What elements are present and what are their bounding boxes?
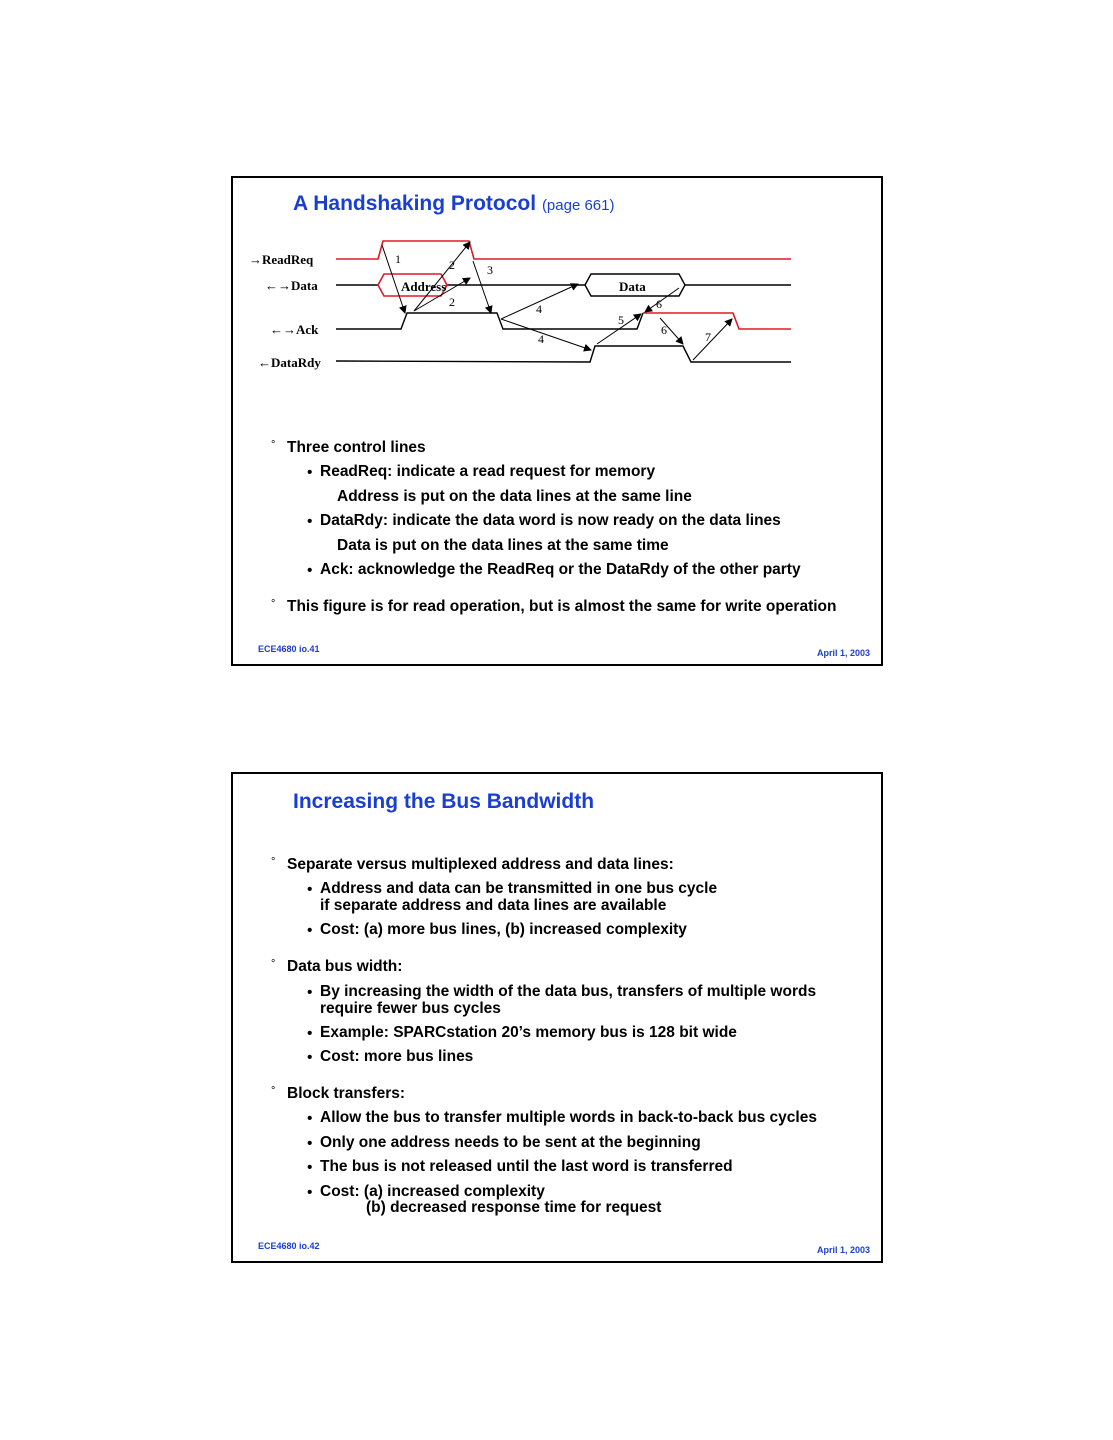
- bullet-separate-vs-multiplexed: Separate versus multiplexed address and data lines:: [287, 856, 674, 873]
- note-datardy: Data is put on the data lines at the same time: [337, 537, 669, 554]
- step-3: 3: [487, 263, 493, 277]
- handshake-timing-diagram: [233, 178, 881, 388]
- bullet-read-operation: This figure is for read operation, but is almost the same for write operation: [287, 598, 837, 615]
- step-2-top: 2: [449, 258, 455, 272]
- footer-date: April 1, 2003: [816, 1245, 870, 1255]
- step-2-bottom: 2: [449, 295, 455, 309]
- signal-label-readreq: →ReadReq: [249, 252, 314, 267]
- bullet-cost-more-lines: Cost: more bus lines: [320, 1048, 474, 1065]
- arrow-4b: [501, 319, 591, 350]
- step-6-bottom: 6: [661, 323, 667, 337]
- step-5: 5: [618, 313, 624, 327]
- level2-marker: •: [307, 1159, 313, 1176]
- level2-marker: •: [307, 1184, 313, 1201]
- bullet-cost-lines-complexity: Cost: (a) more bus lines, (b) increased complexity: [320, 921, 687, 938]
- bullet-cost-response-time: (b) decreased response time for request: [366, 1199, 662, 1216]
- level1-marker: °: [271, 439, 276, 451]
- level2-marker: •: [307, 1135, 313, 1152]
- address-label: Address: [401, 279, 447, 294]
- footer-slide-id: ECE4680 io.42: [258, 1241, 320, 1251]
- level1-marker: °: [271, 598, 276, 610]
- readreq-waveform: [336, 241, 791, 259]
- level2-marker: •: [307, 922, 313, 939]
- signal-label-datardy: ←DataRdy: [258, 355, 321, 370]
- level1-marker: °: [271, 958, 276, 970]
- bullet-readreq: ReadReq: indicate a read request for memory: [320, 463, 656, 480]
- note-readreq: Address is put on the data lines at the same line: [337, 488, 692, 505]
- level2-marker: •: [307, 881, 313, 898]
- slide-bus-bandwidth: [231, 772, 883, 1263]
- bullet-one-bus-cycle-cont: if separate address and data lines are available: [320, 897, 667, 914]
- slide-title: Increasing the Bus Bandwidth: [293, 790, 595, 813]
- step-7: 7: [705, 330, 711, 344]
- level2-marker: •: [307, 1025, 313, 1042]
- level2-marker: •: [307, 1049, 313, 1066]
- bullet-data-bus-width: Data bus width:: [287, 958, 403, 975]
- level2-marker: •: [307, 1110, 313, 1127]
- datardy-waveform: [336, 346, 791, 362]
- bullet-ack: Ack: acknowledge the ReadReq or the DataRdy of the other party: [320, 561, 801, 578]
- level2-marker: •: [307, 464, 313, 481]
- level2-marker: •: [307, 562, 313, 579]
- bullet-datardy: DataRdy: indicate the data word is now ready on the data lines: [320, 512, 781, 529]
- data-label: Data: [619, 279, 646, 294]
- step-1: 1: [395, 252, 401, 266]
- level1-marker: °: [271, 1085, 276, 1097]
- signal-label-data: ←→Data: [265, 278, 318, 293]
- level2-marker: •: [307, 513, 313, 530]
- footer-date: April 1, 2003: [816, 648, 870, 658]
- step-4-top: 4: [536, 302, 542, 316]
- step-6-top: 6: [656, 297, 662, 311]
- slide-handshaking-protocol: [231, 176, 883, 666]
- bullet-not-released: The bus is not released until the last word is transferred: [320, 1158, 733, 1175]
- ack-waveform: [336, 313, 643, 329]
- bullet-sparcstation-example: Example: SPARCstation 20’s memory bus is 128 bit wide: [320, 1024, 737, 1041]
- arrow-7: [693, 319, 732, 360]
- signal-label-ack: ←→Ack: [270, 322, 319, 337]
- footer-slide-id: ECE4680 io.41: [258, 644, 320, 654]
- title-page-ref: (page 661): [541, 197, 615, 214]
- level2-marker: •: [307, 984, 313, 1001]
- bullet-increase-width-cont: require fewer bus cycles: [320, 1000, 501, 1017]
- bullet-one-address: Only one address needs to be sent at the beginning: [320, 1134, 701, 1151]
- level1-marker: °: [271, 856, 276, 868]
- title-main: A Handshaking Protocol: [293, 192, 537, 215]
- bullet-back-to-back: Allow the bus to transfer multiple words in back-to-back bus cycles: [320, 1109, 817, 1126]
- step-4-bottom: 4: [538, 332, 544, 346]
- bullet-increase-width: By increasing the width of the data bus, transfers of multiple words: [320, 983, 817, 1000]
- bullet-cost-complexity: Cost: (a) increased complexity: [320, 1183, 545, 1200]
- bullet-one-bus-cycle: Address and data can be transmitted in one bus cycle: [320, 880, 718, 897]
- bullet-three-control-lines: Three control lines: [287, 439, 426, 456]
- bullet-block-transfers: Block transfers:: [287, 1085, 406, 1102]
